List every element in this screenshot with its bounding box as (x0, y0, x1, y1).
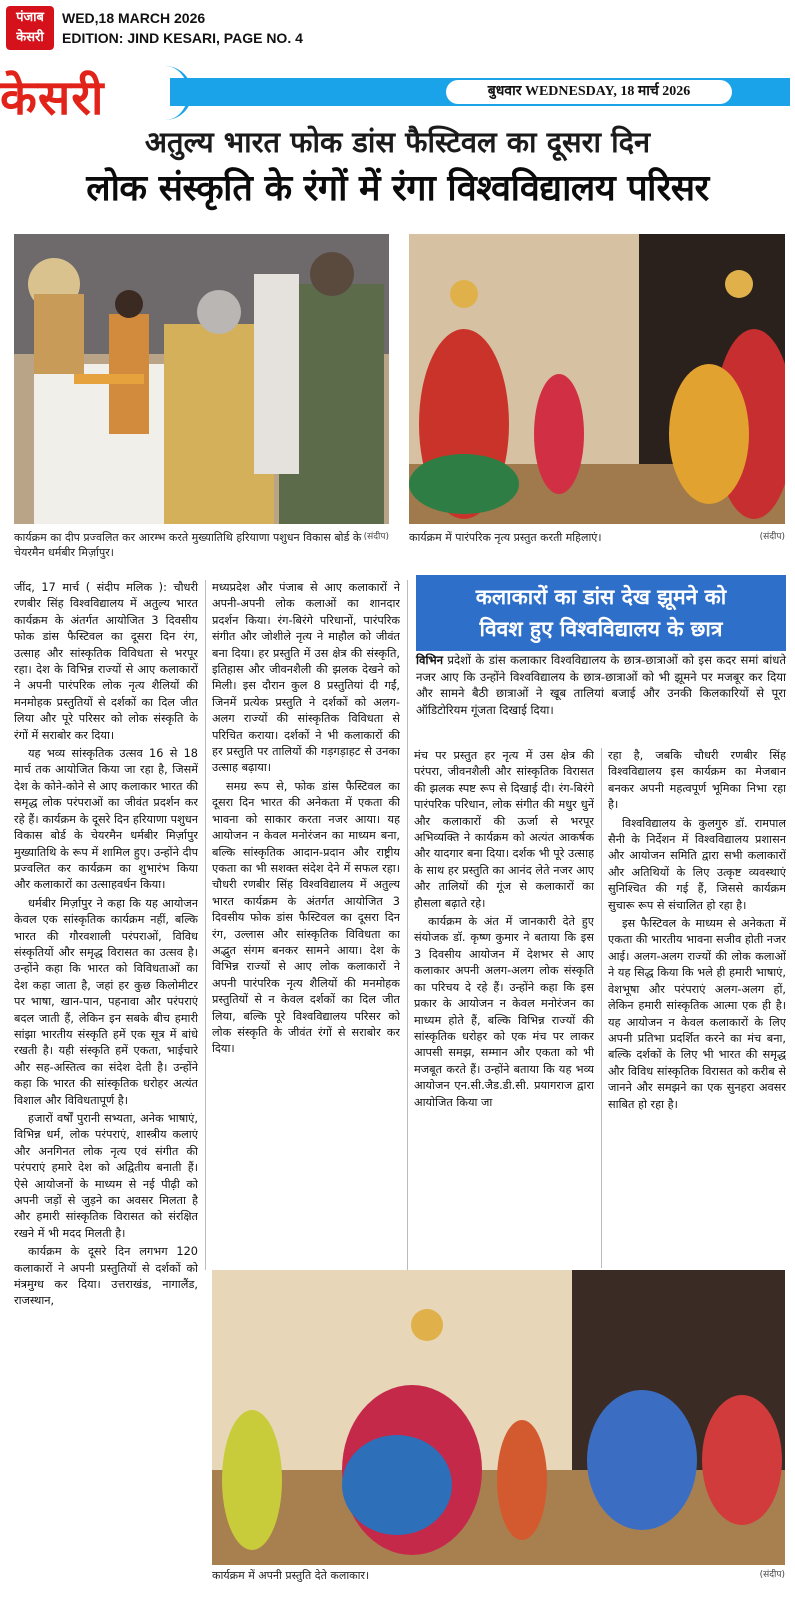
article-headline: लोक संस्कृति के रंगों में रंगा विश्वविद्यालय परिसर (86, 168, 709, 209)
photo-dancing-women-caption (409, 530, 785, 545)
photo-performing-artists (212, 1270, 785, 1565)
article-column-4 (608, 748, 786, 1263)
photo-credit: (संदीप) (759, 532, 785, 542)
masthead-arc (148, 66, 192, 120)
paragraph: जींद, 17 मार्च ( संदीप मलिक ): चौधरी रणबीर सिंह विश्वविद्यालय में अतुल्य भारत कार्यक्रम के अंतर्गत आयोजित 3 दिवसीय फोक डांस फैस्टिवल का दूसरा दिन रंग, उत्साह और सांस्कृतिक विविधता से भरपूर रहा। देश के विभिन्न राज्यों से आए कलाकारों ने अपनी पारंपरिक लोक नृत्य शैलियों की मनमोहक प्रस्तुतियों से दर्शकों का दिल जीत लिया और पूरे परिसर को लोक संस्कृति के रंगों में सराबोर कर दिया। (14, 581, 198, 742)
paragraph: हजारों वर्षों पुरानी सभ्यता, अनेक भाषाएं, विभिन्न धर्म, लोक परंपराएं, शास्त्रीय कलाएं और अनगिनत लोक नृत्य एवं संगीत की परंपराएं हमारे देश को अद्वितीय बनाती हैं। ऐसे आयोजनों के माध्यम से नई पीढ़ी को अपनी जड़ों से जुड़ने का अवसर मिलता है और हमारी सांस्कृतिक विरासत को संरक्षित रखने में भी मदद मिलती है। (14, 1112, 198, 1240)
article-column-1 (14, 580, 198, 1585)
column-divider (601, 748, 602, 1268)
paragraph: कार्यक्रम के अंत में जानकारी देते हुए संयोजक डॉ. कृष्ण कुमार ने बताया कि इस 3 दिवसीय आयोजन में देशभर से आए कलाकार अपनी अलग-अलग लोक संस्कृति का परिचय दे रहे हैं। उन्होंने कहा कि इस प्रकार के आयोजन न केवल मनोरंजन का माध्यम होते हैं, बल्कि विभिन्न राज्यों की सांस्कृतिक धरोहर को एक मंच पर लाकर आपसी समझ, सम्मान और एकता को भी मजबूत करते हैं। उन्होंने बताया कि यह भव्य आयोजन एन.सी.जैड.डी.सी. प्रयागराज द्वारा आयोजित किया जा (414, 915, 594, 1109)
paragraph: यह भव्य सांस्कृतिक उत्सव 16 से 18 मार्च तक आयोजित किया जा रहा है, जिसमें देश के कोने-कोने से आए कलाकार भारत की समृद्ध लोक परंपराओं का जीवंत प्रदर्शन कर रहे हैं। कार्यक्रम के दूसरे दिन हरियाणा पशुधन विकास बोर्ड के चेयरमैन धर्मबीर मिर्ज़ापुर मुख्यातिथि के रूप में शामिल हुए। उन्होंने दीप प्रज्वलित कर कार्यक्रम का शुभारंभ किया और कलाकारों का उत्साहवर्धन किया। (14, 747, 198, 892)
article-column-3 (414, 748, 594, 1263)
paragraph: इस फैस्टिवल के माध्यम से अनेकता में एकता की भारतीय भावना सजीव होती नजर आई। अलग-अलग राज्यों की लोक कलाओं ने यह सिद्ध किया कि भले ही हमारी भाषाएं, वेशभूषा और परंपराएं अलग-अलग हों, लेकिन हमारी सांस्कृतिक आत्मा एक ही है। यह आयोजन न केवल कलाकारों के लिए अपनी प्रतिभा प्रदर्शित करने का मंच बना, बल्कि दर्शकों के लिए भी भारत की समृद्ध और विविध सांस्कृतिक विरासत को करीब से जानने और समझने का एक सुनहरा अवसर साबित हो रहा है। (608, 917, 786, 1111)
box-body: प्रदेशों के डांस कलाकार विश्वविद्यालय के छात्र-छात्राओं को इस कदर समां बांधते नजर आए कि उन्होंने विश्वविद्यालय के छात्र-छात्राओं को भी झूमने पर मजबूर कर दिया और सामने बैठी छात्राओं ने खूब तालियां बजाई और उनकी किलकारियों से पूरा ऑडिटोरियम गूंजता दिखाई दिया। (416, 653, 786, 717)
logo-line-2: केसरी (16, 30, 44, 45)
box-headline (416, 575, 786, 651)
photo-credit: (संदीप) (363, 532, 389, 542)
caption-text: कार्यक्रम का दीप प्रज्वलित कर आरम्भ करते मुख्यातिथि हरियाणा पशुधन विकास बोर्ड के चेयरमैन धर्मबीर मिर्ज़ापुर। (14, 531, 362, 559)
box-headline-line-2: विवश हुए विश्वविद्यालय के छात्र (479, 617, 723, 641)
photo-lamp-lighting (14, 234, 389, 524)
masthead-date: बुधवार WEDNESDAY, 18 मार्च 2026 (446, 80, 732, 104)
paragraph: विश्वविद्यालय के कुलगुरु डॉ. रामपाल सैनी के निर्देशन में विश्वविद्यालय प्रशासन और आयोजन समिति द्वारा सभी कलाकारों और अतिथियों के लिए उत्कृष्ट व्यवस्थाएं सुनिश्चित की गई हैं, जिससे कार्यक्रम सुचारू रूप से संचालित हो रहा है। (608, 816, 786, 912)
box-lead-word: विभिन (416, 653, 444, 667)
photo-performing-artists-caption (212, 1568, 785, 1583)
article-kicker: अतुल्य भारत फोक डांस फैस्टिवल का दूसरा दिन (144, 125, 651, 159)
column-divider (407, 580, 408, 1270)
caption-text: कार्यक्रम में अपनी प्रस्तुति देते कलाकार। (212, 1569, 370, 1582)
logo-line-1: पंजाब (16, 10, 44, 25)
box-text (416, 652, 786, 718)
box-headline-line-1: कलाकारों का डांस देख झूमने को (475, 585, 727, 609)
caption-text: कार्यक्रम में पारंपरिक नृत्य प्रस्तुत करती महिलाएं। (409, 531, 602, 544)
edition-meta-bar (0, 0, 795, 56)
paragraph: कार्यक्रम के दूसरे दिन लगभग 120 कलाकारों ने अपनी प्रस्तुतियों से दर्शकों को मंत्रमुग्ध कर दिया। उत्तराखंड, नागालैंड, राजस्थान, (14, 1245, 198, 1308)
photo-credit: (संदीप) (759, 1570, 785, 1580)
edition-date: WED,18 MARCH 2026 (62, 10, 206, 26)
punjab-kesari-logo (6, 6, 54, 50)
column-divider (205, 580, 206, 1270)
paragraph: समग्र रूप से, फोक डांस फैस्टिवल का दूसरा दिन भारत की अनेकता में एकता की भावना को साकार करता नजर आया। यह आयोजन न केवल मनोरंजन का माध्यम बना, बल्कि सांस्कृतिक आदान-प्रदान और राष्ट्रीय एकता का भी सशक्त संदेश देने में सफल रहा। चौधरी रणबीर सिंह विश्वविद्यालय में अतुल्य भारत कार्यक्रम के अंतर्गत आयोजित 3 दिवसीय फोक डांस फैस्टिवल का दूसरा दिन रंग, उल्लास और सांस्कृतिक विविधता का अद्भुत संगम बनकर सामने आया। देश के विभिन्न राज्यों से आए लोक कलाकारों ने अपनी पारंपरिक नृत्य शैलियों की मनमोहक प्रस्तुतियों से न केवल दर्शकों का दिल जीत लिया, बल्कि पूरे विश्वविद्यालय परिसर को लोक संस्कृति के जीवंत रंगों से सराबोर कर दिया। (212, 779, 400, 1056)
paragraph: रहा है, जबकि चौधरी रणबीर सिंह विश्वविद्यालय इस कार्यक्रम का मेजबान बनकर अपनी महत्वपूर्ण भूमिका निभा रहा है। (608, 749, 786, 812)
masthead-brand: केसरी (0, 70, 105, 126)
photo-dancing-women (409, 234, 785, 524)
paragraph: मध्यप्रदेश और पंजाब से आए कलाकारों ने अपनी-अपनी लोक कलाओं का शानदार प्रदर्शन किया। रंग-बिरंगे परिधानों, पारंपरिक संगीत और जोशीले नृत्य ने माहौल को जीवंत बना दिया। हर प्रस्तुति में उस क्षेत्र की संस्कृति, इतिहास और जीवनशैली की झलक देखने को मिली। इस दौरान कुल 8 प्रस्तुतियां दी गईं, जिनमें प्रत्येक प्रस्तुति ने दर्शकों को अलग-अलग राज्यों की सांस्कृतिक विविधता से परिचित कराया। दर्शकों ने भी कलाकारों की हर प्रस्तुति पर तालियों की गड़गड़ाहट से उनका उत्साह बढ़ाया। (212, 581, 400, 775)
edition-name: EDITION: JIND KESARI, PAGE NO. 4 (62, 30, 303, 46)
photo-lamp-lighting-caption (14, 530, 389, 560)
paragraph: धर्मबीर मिर्ज़ापुर ने कहा कि यह आयोजन केवल एक सांस्कृतिक कार्यक्रम नहीं, बल्कि भारत की गौरवशाली परंपराओं, विविध संस्कृतियों और समृद्ध विरासत का उत्सव है। उन्होंने कहा कि भारत को विविधताओं का देश कहा जाता है, जहां हर कुछ किलोमीटर पर भाषा, खान-पान, पहनावा और परंपराएं बदल जाती हैं, लेकिन इन सबके बीच हमारी सांझा भारतीय संस्कृति हमें एक सूत्र में बांधे रखती है। यही संस्कृति हमें एकता, भाईचारे और सह-अस्तित्व का संदेश देती है। उन्होंने कहा कि भारत की सांस्कृतिक धरोहर अत्यंत विशाल और विविधतापूर्ण है। (14, 896, 198, 1107)
article-column-2 (212, 580, 400, 1260)
paragraph: मंच पर प्रस्तुत हर नृत्य में उस क्षेत्र की परंपरा, जीवनशैली और सांस्कृतिक विरासत की झलक स्पष्ट रूप से दिखाई दी। रंग-बिरंगे पारंपरिक परिधान, लोक संगीत की मधुर धुनें और कलाकारों की ऊर्जा से भरपूर अभिव्यक्ति ने कार्यक्रम को अत्यंत आकर्षक और यादगार बना दिया। दर्शक भी पूरे उत्साह के साथ हर प्रस्तुति का आनंद लेते नजर आए और तालियों की गूंज से कलाकारों का हौसला बढ़ाते रहे। (414, 749, 594, 910)
